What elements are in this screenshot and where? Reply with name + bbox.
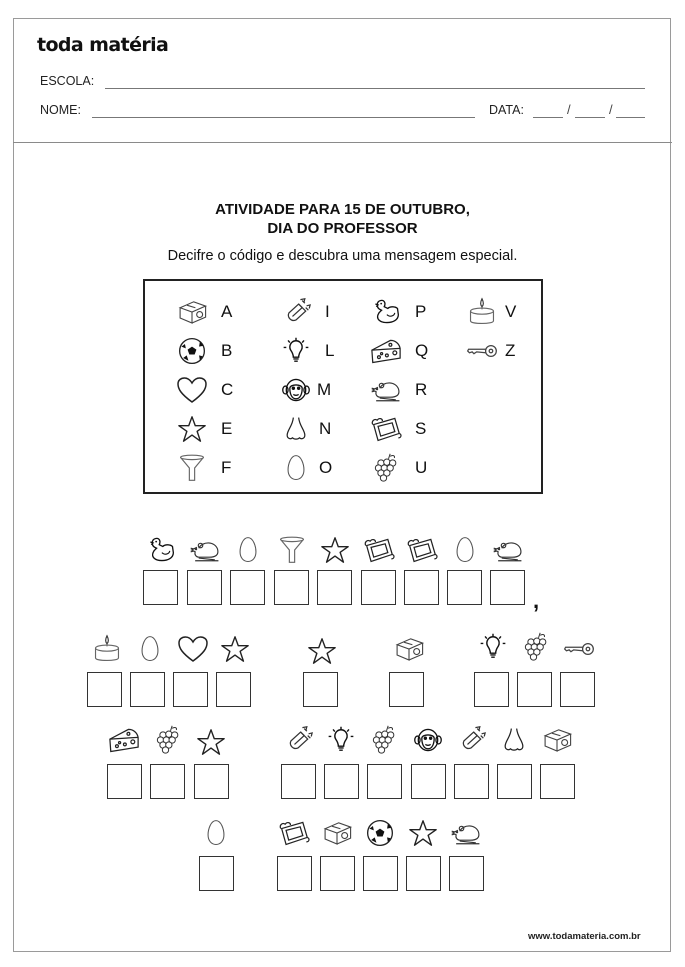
light-bulb-icon — [476, 632, 510, 662]
star-icon — [218, 634, 252, 664]
answer-box[interactable] — [150, 764, 185, 799]
funnel-icon — [275, 535, 309, 565]
grapes-icon — [367, 725, 401, 755]
grapes-icon — [519, 632, 553, 662]
key-letter: B — [221, 341, 233, 360]
brand-logo: toda matéria — [37, 34, 169, 56]
key-item-v — [465, 294, 516, 330]
egg-icon — [199, 818, 233, 848]
key-letter: L — [325, 341, 335, 360]
title-line-1: ATIVIDADE PARA 15 DE OUTUBRO, — [215, 201, 470, 218]
answer-box[interactable] — [490, 570, 525, 605]
key-letter: E — [221, 419, 233, 438]
key-icon — [562, 634, 596, 664]
key-item-n — [279, 411, 331, 447]
school-field — [40, 74, 94, 88]
egg-icon — [231, 535, 265, 565]
egg-icon — [448, 535, 482, 565]
monkey-icon — [411, 725, 445, 755]
footer-url: www.todamateria.com.br — [528, 931, 641, 942]
answer-box[interactable] — [130, 672, 165, 707]
key-letter: I — [325, 302, 330, 321]
key-item-p — [369, 294, 426, 330]
star-icon — [175, 414, 209, 444]
monkey-icon — [279, 375, 313, 405]
answer-box[interactable] — [107, 764, 142, 799]
answer-box[interactable] — [497, 764, 532, 799]
candle-icon — [90, 634, 124, 664]
sharpener-icon — [320, 818, 354, 848]
key-letter: Q — [415, 341, 429, 360]
soap-icon — [277, 818, 311, 848]
soccer-ball-icon — [175, 336, 209, 366]
key-item-e — [175, 411, 232, 447]
soap-icon — [405, 535, 439, 565]
rat-icon — [369, 375, 403, 405]
answer-box[interactable] — [540, 764, 575, 799]
school-label: ESCOLA: — [40, 74, 95, 88]
key-letter: M — [317, 380, 332, 399]
sharpener-icon — [540, 725, 574, 755]
funnel-icon — [175, 453, 209, 483]
answer-box[interactable] — [194, 764, 229, 799]
date-separator: / — [567, 102, 571, 117]
answer-box[interactable] — [143, 570, 178, 605]
key-letter: N — [319, 419, 332, 438]
key-item-m — [279, 372, 331, 408]
nose-icon — [497, 725, 531, 755]
heart-icon — [175, 375, 209, 405]
key-letter: O — [319, 458, 333, 477]
instruction-text: Decifre o código e descubra uma mensagem especial. — [167, 248, 518, 264]
key-letter: S — [415, 419, 427, 438]
key-item-b — [175, 333, 232, 369]
answer-box[interactable] — [324, 764, 359, 799]
answer-box[interactable] — [173, 672, 208, 707]
grapes-icon — [151, 725, 185, 755]
heart-icon — [176, 634, 210, 664]
key-item-c — [175, 372, 233, 408]
egg-icon — [279, 453, 313, 483]
school-input[interactable] — [105, 76, 645, 89]
duck-icon — [369, 297, 403, 327]
answer-box[interactable] — [389, 672, 424, 707]
star-icon — [305, 636, 339, 666]
soap-icon — [369, 414, 403, 444]
key-letter: P — [415, 302, 427, 321]
soap-icon — [362, 535, 396, 565]
grapes-icon — [369, 453, 403, 483]
date-year-input[interactable] — [616, 105, 645, 118]
rat-icon — [449, 818, 483, 848]
key-item-f — [175, 450, 231, 486]
answer-box[interactable] — [216, 672, 251, 707]
key-letter: Z — [505, 341, 516, 360]
key-item-u — [369, 450, 427, 486]
sharpener-icon — [175, 297, 209, 327]
date-separator: / — [609, 102, 613, 117]
date-label: DATA: — [489, 103, 524, 117]
date-month-input[interactable] — [575, 105, 605, 118]
key-item-i — [279, 294, 330, 330]
answer-box[interactable] — [406, 856, 441, 891]
answer-box[interactable] — [367, 764, 402, 799]
key-letter: R — [415, 380, 428, 399]
rat-icon — [491, 535, 525, 565]
key-item-q — [369, 333, 428, 369]
key-item-a — [175, 294, 232, 330]
answer-box[interactable] — [474, 672, 509, 707]
egg-icon — [133, 634, 167, 664]
answer-box[interactable] — [277, 856, 312, 891]
answer-box[interactable] — [281, 764, 316, 799]
sharpener-icon — [392, 634, 426, 664]
answer-box[interactable] — [187, 570, 222, 605]
name-field — [40, 103, 81, 117]
light-bulb-icon — [324, 725, 358, 755]
nose-icon — [279, 414, 313, 444]
magnet-icon — [281, 725, 315, 755]
answer-box[interactable] — [454, 764, 489, 799]
code-key-box — [143, 279, 543, 494]
answer-box[interactable] — [363, 856, 398, 891]
name-label: NOME: — [40, 103, 81, 117]
key-icon — [465, 336, 499, 366]
star-icon — [318, 535, 352, 565]
candle-icon — [465, 297, 499, 327]
answer-box[interactable] — [361, 570, 396, 605]
answer-box[interactable] — [411, 764, 446, 799]
header-divider — [13, 142, 672, 143]
key-letter: F — [221, 458, 232, 477]
answer-box[interactable] — [274, 570, 309, 605]
answer-box[interactable] — [404, 570, 439, 605]
key-letter: U — [415, 458, 428, 477]
activity-title — [0, 200, 685, 238]
key-letter: V — [505, 302, 517, 321]
answer-box[interactable] — [87, 672, 122, 707]
soccer-ball-icon — [363, 818, 397, 848]
answer-box[interactable] — [199, 856, 234, 891]
answer-box[interactable] — [303, 672, 338, 707]
answer-box[interactable] — [560, 672, 595, 707]
key-letter: A — [221, 302, 233, 321]
date-day-input[interactable] — [533, 105, 563, 118]
light-bulb-icon — [279, 336, 313, 366]
date-field — [489, 103, 524, 117]
comma: , — [533, 588, 540, 613]
magnet-icon — [454, 725, 488, 755]
magnet-icon — [279, 297, 313, 327]
answer-box[interactable] — [320, 856, 355, 891]
rat-icon — [188, 535, 222, 565]
answer-box[interactable] — [449, 856, 484, 891]
key-item-o — [279, 450, 332, 486]
key-item-s — [369, 411, 426, 447]
answer-box[interactable] — [517, 672, 552, 707]
title-line-2: DIA DO PROFESSOR — [267, 220, 418, 237]
key-letter: C — [221, 380, 234, 399]
star-icon — [406, 818, 440, 848]
cheese-icon — [369, 336, 403, 366]
key-item-z — [465, 333, 515, 369]
answer-box[interactable] — [447, 570, 482, 605]
answer-box[interactable] — [317, 570, 352, 605]
key-item-r — [369, 372, 427, 408]
answer-box[interactable] — [230, 570, 265, 605]
duck-icon — [144, 535, 178, 565]
cheese-icon — [107, 725, 141, 755]
star-icon — [194, 727, 228, 757]
name-input[interactable] — [92, 105, 475, 118]
key-item-l — [279, 333, 334, 369]
